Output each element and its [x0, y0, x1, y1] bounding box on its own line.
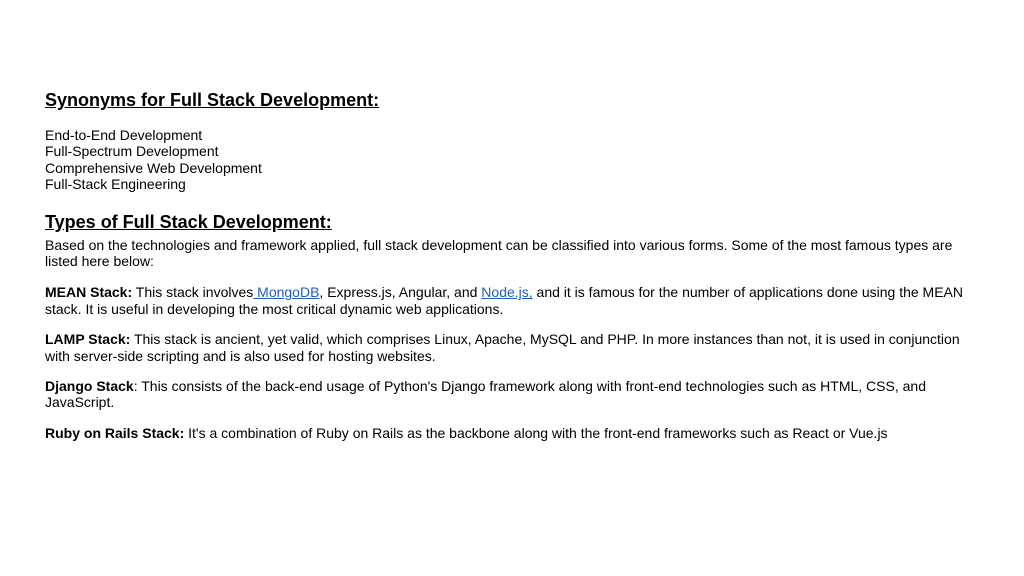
mean-stack-text-1: This stack involves: [132, 284, 254, 301]
mean-stack-paragraph: [45, 284, 985, 317]
mean-stack-label: MEAN Stack:: [45, 284, 133, 301]
synonym-item: Full-Spectrum Development: [45, 143, 219, 160]
types-intro: Based on the technologies and framework applied, full stack development can be classified into various forms. Some of the most famous types are listed here below:: [45, 236, 953, 270]
mean-stack-text-2: , Express.js, Angular, and: [319, 284, 482, 301]
rails-stack-label: Ruby on Rails Stack:: [45, 424, 185, 441]
rails-stack-text: It's a combination of Ruby on Rails as the backbone along with the front-end frameworks such as React or Vue.js: [184, 424, 888, 441]
mean-stack-text-3: and it is famous for the number of applications done using the MEAN stack. It is useful in developing the most critical dynamic web applications.: [45, 284, 964, 317]
django-stack-paragraph: [45, 378, 985, 411]
mongodb-link[interactable]: MongoDB: [253, 284, 320, 301]
synonyms-heading: Synonyms for Full Stack Development:: [45, 90, 380, 110]
rails-stack-paragraph: [45, 425, 985, 441]
lamp-stack-paragraph: [45, 331, 985, 364]
synonym-item: Full-Stack Engineering: [45, 176, 186, 193]
django-stack-label: Django Stack: [45, 378, 134, 395]
lamp-stack-label: LAMP Stack:: [45, 331, 131, 348]
synonyms-list: [45, 127, 985, 193]
document-content: [45, 88, 985, 441]
synonym-item: Comprehensive Web Development: [45, 159, 262, 176]
lamp-stack-text: This stack is ancient, yet valid, which comprises Linux, Apache, MySQL and PHP. In more instances than not, it is used in conjunction with server-side scripting and is also used for hosting websites.: [45, 331, 960, 364]
synonym-item: End-to-End Development: [45, 127, 203, 143]
django-stack-text: : This consists of the back-end usage of Python's Django framework along with front-end technologies such as HTML, CSS, and JavaScript.: [45, 378, 926, 411]
types-heading: Types of Full Stack Development:: [45, 211, 332, 232]
nodejs-link[interactable]: Node.js,: [481, 284, 533, 301]
